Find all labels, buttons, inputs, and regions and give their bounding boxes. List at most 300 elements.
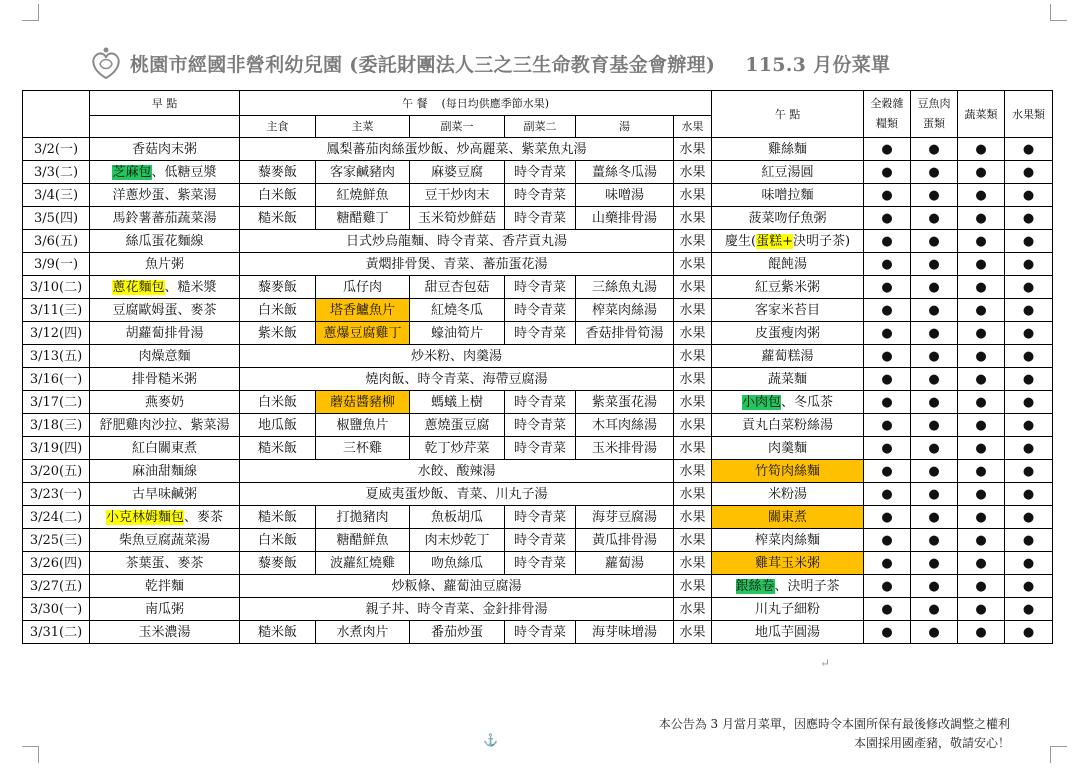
date-cell: 3/2(一): [23, 138, 90, 161]
date-cell: 3/20(五): [23, 460, 90, 483]
date-cell: 3/31(二): [23, 621, 90, 644]
grains-dot-cell: ●: [864, 621, 911, 644]
date-cell: 3/16(一): [23, 368, 90, 391]
fruit-cell: 水果: [674, 276, 712, 299]
breakfast-cell: [90, 161, 240, 184]
vegetable-dot-cell: ●: [958, 138, 1005, 161]
protein-dot-cell: ●: [911, 207, 958, 230]
breakfast-cell: 洋蔥炒蛋、紫菜湯: [90, 184, 240, 207]
snack-cell: 餛飩湯: [712, 253, 864, 276]
menu-row: [23, 345, 1053, 368]
snack-cell: [712, 575, 864, 598]
protein-dot-cell: ●: [911, 414, 958, 437]
vegetable-dot-cell: ●: [958, 552, 1005, 575]
soup-cell: 黃瓜排骨湯: [576, 529, 674, 552]
menu-row: [23, 161, 1053, 184]
fruit-dot-cell: ●: [1005, 207, 1053, 230]
snack-cell: 味噌拉麵: [712, 184, 864, 207]
snack-cell: 地瓜芋圓湯: [712, 621, 864, 644]
breakfast-cell: 肉燥意麵: [90, 345, 240, 368]
header-row-1: [23, 91, 1053, 116]
grains-dot-cell: ●: [864, 253, 911, 276]
snack-highlight: 蛋糕+: [756, 233, 793, 249]
grains-dot-cell: ●: [864, 299, 911, 322]
breakfast-header: 早 點: [90, 91, 240, 116]
snack-cell: 菠菜吻仔魚粥: [712, 207, 864, 230]
fruit-cell: 水果: [674, 299, 712, 322]
vegetable-dot-cell: ●: [958, 621, 1005, 644]
fruit-col-header: 水果: [674, 116, 712, 138]
fruit-dot-cell: ●: [1005, 483, 1053, 506]
date-cell: 3/17(二): [23, 391, 90, 414]
soup-cell: 玉米排骨湯: [576, 437, 674, 460]
fruit-dot-cell: ●: [1005, 621, 1053, 644]
vegetable-dot-cell: ●: [958, 276, 1005, 299]
menu-row: [23, 598, 1053, 621]
snack-rest: 、冬瓜茶: [781, 394, 834, 410]
fruit-dot-cell: ●: [1005, 230, 1053, 253]
protein-dot-cell: ●: [911, 437, 958, 460]
lunch-combined-cell: 水餃、酸辣湯: [240, 460, 674, 483]
vegetable-dot-cell: ●: [958, 506, 1005, 529]
grains-dot-cell: ●: [864, 598, 911, 621]
side1-cell: 紅燒冬瓜: [410, 299, 505, 322]
lunch-combined-cell: 炒米粉、肉羹湯: [240, 345, 674, 368]
lunch-combined-cell: 親子丼、時令青菜、金針排骨湯: [240, 598, 674, 621]
fruit-dot-cell: ●: [1005, 161, 1053, 184]
protein-dot-cell: ●: [911, 322, 958, 345]
menu-row: [23, 322, 1053, 345]
monthly-menu-table: [22, 90, 1053, 644]
staple-cell: 藜麥飯: [240, 161, 316, 184]
menu-row: [23, 230, 1053, 253]
menu-row: [23, 437, 1053, 460]
menu-row: [23, 483, 1053, 506]
menu-row: [23, 552, 1053, 575]
grains-dot-cell: ●: [864, 138, 911, 161]
fruit-cell: 水果: [674, 621, 712, 644]
side1-cell: 吻魚絲瓜: [410, 552, 505, 575]
menu-row: [23, 529, 1053, 552]
side2-cell: 時令青菜: [505, 621, 576, 644]
protein-dot-cell: ●: [911, 345, 958, 368]
date-cell: 3/24(二): [23, 506, 90, 529]
fruit-cell: 水果: [674, 598, 712, 621]
grains-dot-cell: ●: [864, 161, 911, 184]
grains-dot-cell: ●: [864, 483, 911, 506]
protein-dot-cell: ●: [911, 575, 958, 598]
soup-header: 湯: [576, 116, 674, 138]
breakfast-highlight: 小克林姆麵包: [105, 509, 184, 525]
side2-cell: 時令青菜: [505, 299, 576, 322]
snack-cell: 紅豆紫米粥: [712, 276, 864, 299]
fruit-cell: 水果: [674, 161, 712, 184]
side2-cell: 時令青菜: [505, 184, 576, 207]
side1-cell: 乾丁炒芹菜: [410, 437, 505, 460]
snack-cell: 米粉湯: [712, 483, 864, 506]
main-dish-cell: 糖醋鮮魚: [316, 529, 410, 552]
snack-cell: 雞茸玉米粥: [712, 552, 864, 575]
menu-row: [23, 391, 1053, 414]
grains-dot-cell: ●: [864, 207, 911, 230]
breakfast-cell: 麻油甜麵線: [90, 460, 240, 483]
menu-row: [23, 575, 1053, 598]
kindergarten-name: 桃園市經國非營利幼兒園 (委託財團法人三之三生命教育基金會辦理): [130, 54, 716, 76]
soup-cell: 香菇排骨筍湯: [576, 322, 674, 345]
main-dish-cell: 蘑菇醬豬柳: [316, 391, 410, 414]
date-cell: 3/13(五): [23, 345, 90, 368]
fruit-dot-cell: ●: [1005, 184, 1053, 207]
fruit-cell: 水果: [674, 253, 712, 276]
breakfast-cell: 茶葉蛋、麥茶: [90, 552, 240, 575]
snack-cell: 客家米苔目: [712, 299, 864, 322]
vegetable-dot-cell: ●: [958, 529, 1005, 552]
protein-dot-cell: ●: [911, 299, 958, 322]
date-cell: 3/5(四): [23, 207, 90, 230]
side1-cell: 肉末炒乾丁: [410, 529, 505, 552]
breakfast-cell: [90, 506, 240, 529]
crop-mark-bottom-right: [1050, 746, 1067, 763]
lunch-header-note: (每日均供應季節水果): [441, 96, 550, 110]
grains-dot-cell: ●: [864, 460, 911, 483]
breakfast-highlight: 芝麻包: [112, 164, 152, 180]
breakfast-cell: 玉米濃湯: [90, 621, 240, 644]
fruit-cell: 水果: [674, 184, 712, 207]
snack-rest: 、決明子茶: [774, 578, 840, 594]
vegetable-dot-cell: ●: [958, 345, 1005, 368]
staple-cell: 糙米飯: [240, 437, 316, 460]
vegetable-dot-cell: ●: [958, 437, 1005, 460]
protein-dot-cell: ●: [911, 276, 958, 299]
page-title: [130, 50, 890, 77]
snack-highlight: 小肉包: [742, 394, 782, 410]
fruit-dot-cell: ●: [1005, 368, 1053, 391]
fruit-cell: 水果: [674, 483, 712, 506]
side2-cell: 時令青菜: [505, 161, 576, 184]
vegetable-dot-cell: ●: [958, 161, 1005, 184]
side2-cell: 時令青菜: [505, 207, 576, 230]
vegetable-header: 蔬菜類: [958, 91, 1005, 138]
fruit-dot-cell: ●: [1005, 414, 1053, 437]
main-dish-cell: 打拋豬肉: [316, 506, 410, 529]
date-cell: 3/3(二): [23, 161, 90, 184]
date-cell: 3/6(五): [23, 230, 90, 253]
side1-cell: 麻婆豆腐: [410, 161, 505, 184]
fruit-dot-cell: ●: [1005, 345, 1053, 368]
breakfast-cell: 馬鈴薯蕃茄蔬菜湯: [90, 207, 240, 230]
main-dish-cell: 水煮肉片: [316, 621, 410, 644]
menu-row: [23, 368, 1053, 391]
fruit-cell: 水果: [674, 207, 712, 230]
grains-dot-cell: ●: [864, 230, 911, 253]
protein-dot-cell: ●: [911, 598, 958, 621]
vegetable-dot-cell: ●: [958, 391, 1005, 414]
side1-cell: 蔥燒蛋豆腐: [410, 414, 505, 437]
menu-row: [23, 414, 1053, 437]
fruit-cell: 水果: [674, 460, 712, 483]
side2-cell: 時令青菜: [505, 391, 576, 414]
menu-month: 115.3 月份菜單: [745, 54, 891, 76]
breakfast-cell: [90, 276, 240, 299]
main-dish-cell: 瓜仔肉: [316, 276, 410, 299]
fruit-cell: 水果: [674, 575, 712, 598]
breakfast-cell: 古早味鹹粥: [90, 483, 240, 506]
fruit-cell: 水果: [674, 138, 712, 161]
footer-note-1: 本公告為 3 月當月菜單，因應時令本園所保有最後修改調整之權利: [658, 717, 1010, 731]
side2-cell: 時令青菜: [505, 437, 576, 460]
breakfast-cell: 柴魚豆腐蔬菜湯: [90, 529, 240, 552]
staple-cell: 地瓜飯: [240, 414, 316, 437]
staple-cell: 白米飯: [240, 391, 316, 414]
fruit-header: 水果類: [1005, 91, 1053, 138]
menu-row: [23, 184, 1053, 207]
date-cell: 3/12(四): [23, 322, 90, 345]
date-cell: 3/10(二): [23, 276, 90, 299]
soup-cell: 薑絲冬瓜湯: [576, 161, 674, 184]
side2-cell: 時令青菜: [505, 506, 576, 529]
fruit-cell: 水果: [674, 552, 712, 575]
vegetable-dot-cell: ●: [958, 253, 1005, 276]
grains-dot-cell: ●: [864, 322, 911, 345]
breakfast-cell: 豆腐歐姆蛋、麥茶: [90, 299, 240, 322]
side2-cell: 時令青菜: [505, 322, 576, 345]
vegetable-dot-cell: ●: [958, 575, 1005, 598]
snack-cell: [712, 230, 864, 253]
menu-row: [23, 138, 1053, 161]
fruit-dot-cell: ●: [1005, 598, 1053, 621]
paragraph-mark-icon: ↵: [820, 656, 831, 670]
breakfast-rest: 、糙米漿: [164, 279, 217, 295]
menu-row: [23, 276, 1053, 299]
lunch-combined-cell: 燒肉飯、時令青菜、海帶豆腐湯: [240, 368, 674, 391]
snack-post: 決明子茶): [792, 233, 851, 249]
fruit-cell: 水果: [674, 437, 712, 460]
lunch-combined-cell: 黃燜排骨煲、青菜、蕃茄蛋花湯: [240, 253, 674, 276]
grains-header: 全穀雜糧類: [864, 91, 911, 138]
snack-header: 午 點: [712, 91, 864, 138]
main-dish-cell: 三杯雞: [316, 437, 410, 460]
grains-dot-cell: ●: [864, 276, 911, 299]
menu-row: [23, 621, 1053, 644]
fruit-dot-cell: ●: [1005, 391, 1053, 414]
date-cell: 3/9(一): [23, 253, 90, 276]
breakfast-cell: 舒肥雞肉沙拉、紫菜湯: [90, 414, 240, 437]
lunch-header-label: 午 餐: [401, 96, 428, 110]
snack-cell: 紅豆湯圓: [712, 161, 864, 184]
grains-dot-cell: ●: [864, 368, 911, 391]
soup-cell: 紫菜蛋花湯: [576, 391, 674, 414]
protein-dot-cell: ●: [911, 506, 958, 529]
side1-cell: 玉米筍炒鮮菇: [410, 207, 505, 230]
vegetable-dot-cell: ●: [958, 598, 1005, 621]
soup-cell: 味噌湯: [576, 184, 674, 207]
fruit-cell: 水果: [674, 230, 712, 253]
fruit-cell: 水果: [674, 345, 712, 368]
fruit-dot-cell: ●: [1005, 253, 1053, 276]
protein-dot-cell: ●: [911, 253, 958, 276]
menu-row: [23, 299, 1053, 322]
side1-cell: 甜豆杏包菇: [410, 276, 505, 299]
lunch-combined-cell: 炒粄條、蘿蔔油豆腐湯: [240, 575, 674, 598]
crop-mark-bottom-left: [22, 746, 39, 763]
protein-dot-cell: ●: [911, 391, 958, 414]
protein-dot-cell: ●: [911, 460, 958, 483]
fruit-dot-cell: ●: [1005, 276, 1053, 299]
protein-dot-cell: ●: [911, 230, 958, 253]
date-cell: 3/30(一): [23, 598, 90, 621]
fruit-dot-cell: ●: [1005, 322, 1053, 345]
date-header: [23, 91, 90, 138]
soup-cell: 木耳肉絲湯: [576, 414, 674, 437]
snack-cell: 雞絲麵: [712, 138, 864, 161]
date-cell: 3/26(四): [23, 552, 90, 575]
staple-cell: 紫米飯: [240, 322, 316, 345]
vegetable-dot-cell: ●: [958, 184, 1005, 207]
side2-header: 副菜二: [505, 116, 576, 138]
crop-mark-top-left: [22, 4, 39, 21]
main-dish-cell: 椒鹽魚片: [316, 414, 410, 437]
breakfast-cell: 胡蘿蔔排骨湯: [90, 322, 240, 345]
main-dish-cell: 蔥爆豆腐雞丁: [316, 322, 410, 345]
breakfast-highlight: 蔥花麵包: [112, 279, 165, 295]
protein-header: 豆魚肉蛋類: [911, 91, 958, 138]
crop-mark-top-right: [1050, 4, 1067, 21]
snack-cell: 榨菜肉絲麵: [712, 529, 864, 552]
menu-table-body: [23, 91, 1053, 644]
side1-cell: 蠔油筍片: [410, 322, 505, 345]
date-cell: 3/27(五): [23, 575, 90, 598]
lunch-combined-cell: 夏威夷蛋炒飯、青菜、川丸子湯: [240, 483, 674, 506]
fruit-dot-cell: ●: [1005, 437, 1053, 460]
grains-dot-cell: ●: [864, 391, 911, 414]
vegetable-dot-cell: ●: [958, 483, 1005, 506]
soup-cell: 海芽豆腐湯: [576, 506, 674, 529]
breakfast-cell: 燕麥奶: [90, 391, 240, 414]
side1-cell: 豆干炒肉末: [410, 184, 505, 207]
snack-cell: 川丸子細粉: [712, 598, 864, 621]
snack-cell: 竹筍肉絲麵: [712, 460, 864, 483]
protein-dot-cell: ●: [911, 621, 958, 644]
date-cell: 3/11(三): [23, 299, 90, 322]
main-dish-cell: 紅燒鮮魚: [316, 184, 410, 207]
vegetable-dot-cell: ●: [958, 368, 1005, 391]
fruit-dot-cell: ●: [1005, 529, 1053, 552]
soup-cell: 海芽味增湯: [576, 621, 674, 644]
breakfast-subheader: [90, 116, 240, 138]
staple-cell: 白米飯: [240, 184, 316, 207]
grains-dot-cell: ●: [864, 345, 911, 368]
snack-cell: [712, 391, 864, 414]
date-cell: 3/18(三): [23, 414, 90, 437]
staple-cell: 藜麥飯: [240, 552, 316, 575]
snack-highlight: 銀絲卷: [735, 578, 775, 594]
date-cell: 3/25(三): [23, 529, 90, 552]
main-dish-header: 主菜: [316, 116, 410, 138]
side2-cell: 時令青菜: [505, 529, 576, 552]
grains-dot-cell: ●: [864, 184, 911, 207]
soup-cell: 榨菜肉絲湯: [576, 299, 674, 322]
main-dish-cell: 波蘿紅燒雞: [316, 552, 410, 575]
vegetable-dot-cell: ●: [958, 414, 1005, 437]
side2-cell: 時令青菜: [505, 552, 576, 575]
fruit-cell: 水果: [674, 506, 712, 529]
fruit-cell: 水果: [674, 368, 712, 391]
vegetable-dot-cell: ●: [958, 230, 1005, 253]
breakfast-rest: 、麥茶: [184, 509, 224, 525]
grains-dot-cell: ●: [864, 414, 911, 437]
breakfast-rest: 、低糖豆漿: [151, 164, 217, 180]
vegetable-dot-cell: ●: [958, 207, 1005, 230]
snack-cell: 蘿蔔糕湯: [712, 345, 864, 368]
fruit-dot-cell: ●: [1005, 575, 1053, 598]
protein-dot-cell: ●: [911, 161, 958, 184]
kindergarten-logo-icon: [86, 44, 126, 84]
snack-cell: 皮蛋瘦肉粥: [712, 322, 864, 345]
footer-note-2: 本園採用國產豬，敬請安心！: [853, 736, 1010, 750]
breakfast-cell: 紅白關東煮: [90, 437, 240, 460]
snack-pre: 慶生(: [725, 233, 757, 249]
fruit-cell: 水果: [674, 391, 712, 414]
protein-dot-cell: ●: [911, 552, 958, 575]
snack-cell: 肉羹麵: [712, 437, 864, 460]
fruit-dot-cell: ●: [1005, 506, 1053, 529]
fruit-dot-cell: ●: [1005, 138, 1053, 161]
staple-cell: 白米飯: [240, 299, 316, 322]
date-cell: 3/4(三): [23, 184, 90, 207]
lunch-header: [240, 91, 712, 116]
soup-cell: 蘿蔔湯: [576, 552, 674, 575]
snack-cell: 蔬菜麵: [712, 368, 864, 391]
side1-cell: 魚板胡瓜: [410, 506, 505, 529]
menu-row: [23, 506, 1053, 529]
protein-dot-cell: ●: [911, 368, 958, 391]
protein-dot-cell: ●: [911, 529, 958, 552]
grains-dot-cell: ●: [864, 575, 911, 598]
side2-cell: 時令青菜: [505, 276, 576, 299]
breakfast-cell: 絲瓜蛋花麵線: [90, 230, 240, 253]
side1-cell: 螞蟻上樹: [410, 391, 505, 414]
fruit-dot-cell: ●: [1005, 460, 1053, 483]
vegetable-dot-cell: ●: [958, 322, 1005, 345]
fruit-dot-cell: ●: [1005, 299, 1053, 322]
grains-dot-cell: ●: [864, 437, 911, 460]
lunch-combined-cell: 日式炒烏龍麵、時令青菜、香芹貢丸湯: [240, 230, 674, 253]
staple-header: 主食: [240, 116, 316, 138]
date-cell: 3/19(四): [23, 437, 90, 460]
staple-cell: 白米飯: [240, 529, 316, 552]
snack-cell: 關東煮: [712, 506, 864, 529]
soup-cell: 三絲魚丸湯: [576, 276, 674, 299]
grains-dot-cell: ●: [864, 552, 911, 575]
breakfast-cell: 南瓜粥: [90, 598, 240, 621]
side1-cell: 番茄炒蛋: [410, 621, 505, 644]
breakfast-cell: 乾拌麵: [90, 575, 240, 598]
main-dish-cell: 糖醋雞丁: [316, 207, 410, 230]
protein-dot-cell: ●: [911, 138, 958, 161]
breakfast-cell: 魚片粥: [90, 253, 240, 276]
menu-row: [23, 253, 1053, 276]
fruit-cell: 水果: [674, 529, 712, 552]
fruit-cell: 水果: [674, 322, 712, 345]
side1-header: 副菜一: [410, 116, 505, 138]
date-cell: 3/23(一): [23, 483, 90, 506]
side2-cell: 時令青菜: [505, 414, 576, 437]
menu-row: [23, 207, 1053, 230]
menu-row: [23, 460, 1053, 483]
main-dish-cell: 塔香鱸魚片: [316, 299, 410, 322]
staple-cell: 糙米飯: [240, 207, 316, 230]
grains-dot-cell: ●: [864, 506, 911, 529]
